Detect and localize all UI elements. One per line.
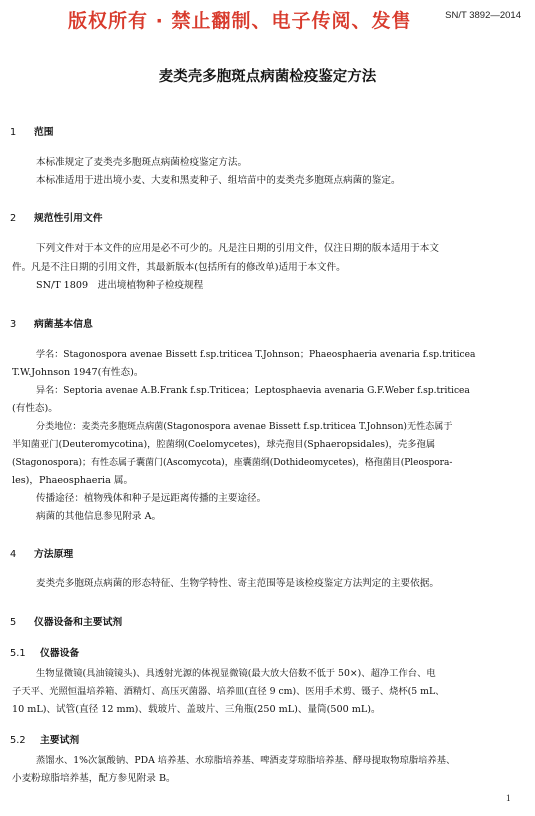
section-1-heading — [10, 124, 54, 138]
section-number: 3 — [10, 319, 17, 330]
section-3-heading — [10, 316, 93, 330]
paragraph-line: 本标准规定了麦类壳多胞斑点病菌检疫鉴定方法。 — [36, 157, 248, 168]
scientific-name-line: 学名：Stagonospora avenae Bissett f.sp.triticea T.Johnson；Phaeosphaeria avenaria f.sp.triticea — [36, 350, 476, 360]
section-5-heading — [10, 614, 122, 628]
paragraph-line: T.W.Johnson 1947(有性态)。 — [12, 367, 144, 378]
section-title: 仪器设备 — [40, 648, 80, 659]
taxonomy-line: 半知菌亚门(Deuteromycotina)，腔菌纲(Coelomycetes)，球壳孢目(Sphaeropsidales)，壳多孢属 — [12, 439, 436, 450]
section-title: 规范性引用文件 — [34, 213, 103, 224]
paragraph-line: 蒸馏水、1%次氯酸钠、PDA 培养基、水琼脂培养基、啤酒麦芽琼脂培养基、酵母提取物琼脂培养基、 — [36, 755, 456, 766]
paragraph-line: 子天平、光照恒温培养箱、酒精灯、高压灭菌器、培养皿(直径 9 cm)、医用手术剪、镊子、烧杯(5 mL、 — [12, 686, 445, 697]
section-number: 5 — [10, 617, 17, 628]
section-title: 方法原理 — [34, 549, 74, 560]
section-2-heading — [10, 210, 103, 224]
section-number: 5.2 — [10, 735, 26, 746]
paragraph-line: 10 mL)、试管(直径 12 mm)、载玻片、盖玻片、三角瓶(250 mL)、量筒(500 mL)。 — [12, 704, 381, 715]
section-number: 2 — [10, 213, 17, 224]
section-title: 范围 — [34, 127, 54, 138]
section-title: 仪器设备和主要试剂 — [34, 617, 123, 628]
section-title: 病菌基本信息 — [34, 319, 93, 330]
section-title: 主要试剂 — [40, 735, 80, 746]
section-4-heading — [10, 546, 73, 560]
section-number: 1 — [10, 127, 17, 138]
synonym-line: 异名：Septoria avenae A.B.Frank f.sp.Triticea；Leptosphaevia avenaria G.F.Weber f.sp.triticea — [36, 386, 470, 396]
page-number: 1 — [506, 793, 511, 803]
section-number: 5.1 — [10, 648, 26, 659]
paragraph-line: 本标准适用于进出境小麦、大麦和黑麦种子、组培苗中的麦类壳多胞斑点病菌的鉴定。 — [36, 175, 401, 186]
copyright-watermark: 版权所有 · 禁止翻制、电子传阅、发售 — [68, 10, 412, 32]
standard-number: SN/T 3892—2014 — [445, 10, 521, 21]
taxonomy-line: 分类地位：麦类壳多胞斑点病菌(Stagonospora avenae Bissett f.sp.triticea T.Johnson)无性态属于 — [36, 422, 453, 432]
paragraph-line: 传播途径：植物残体和种子是远距离传播的主要途径。 — [36, 493, 267, 504]
document-title: 麦类壳多胞斑点病菌检疫鉴定方法 — [158, 69, 377, 85]
paragraph-line: 下列文件对于本文件的应用是必不可少的。凡是注日期的引用文件，仅注日期的版本适用于本文 — [36, 243, 439, 254]
paragraph-line: 病菌的其他信息参见附录 A。 — [36, 511, 162, 522]
section-number: 4 — [10, 549, 17, 560]
paragraph-line: (有性态)。 — [12, 403, 58, 414]
paragraph-line: 生物显微镜(具油镜镜头)、具透射光源的体视显微镜(最大放大倍数不低于 50×)、超净工作台、电 — [36, 668, 436, 679]
paragraph-line: 麦类壳多胞斑点病菌的形态特征、生物学特性、寄主范围等是该检疫鉴定方法判定的主要依据。 — [36, 578, 439, 589]
section-5-1-heading — [10, 645, 79, 659]
paragraph-line: 小麦粉琼脂培养基，配方参见附录 B。 — [12, 773, 176, 784]
section-5-2-heading — [10, 732, 79, 746]
paragraph-line: 件。凡是不注日期的引用文件，其最新版本(包括所有的修改单)适用于本文件。 — [12, 262, 346, 273]
taxonomy-line: (Stagonospora)；有性态属子囊菌门(Ascomycota)，座囊菌纲(Dothideomycetes)，格孢菌目(Pleospora- — [12, 458, 453, 468]
reference-line: SN/T 1809 进出境植物种子检疫规程 — [36, 280, 204, 291]
taxonomy-line: les)，Phaeosphaeria 属。 — [12, 475, 134, 486]
